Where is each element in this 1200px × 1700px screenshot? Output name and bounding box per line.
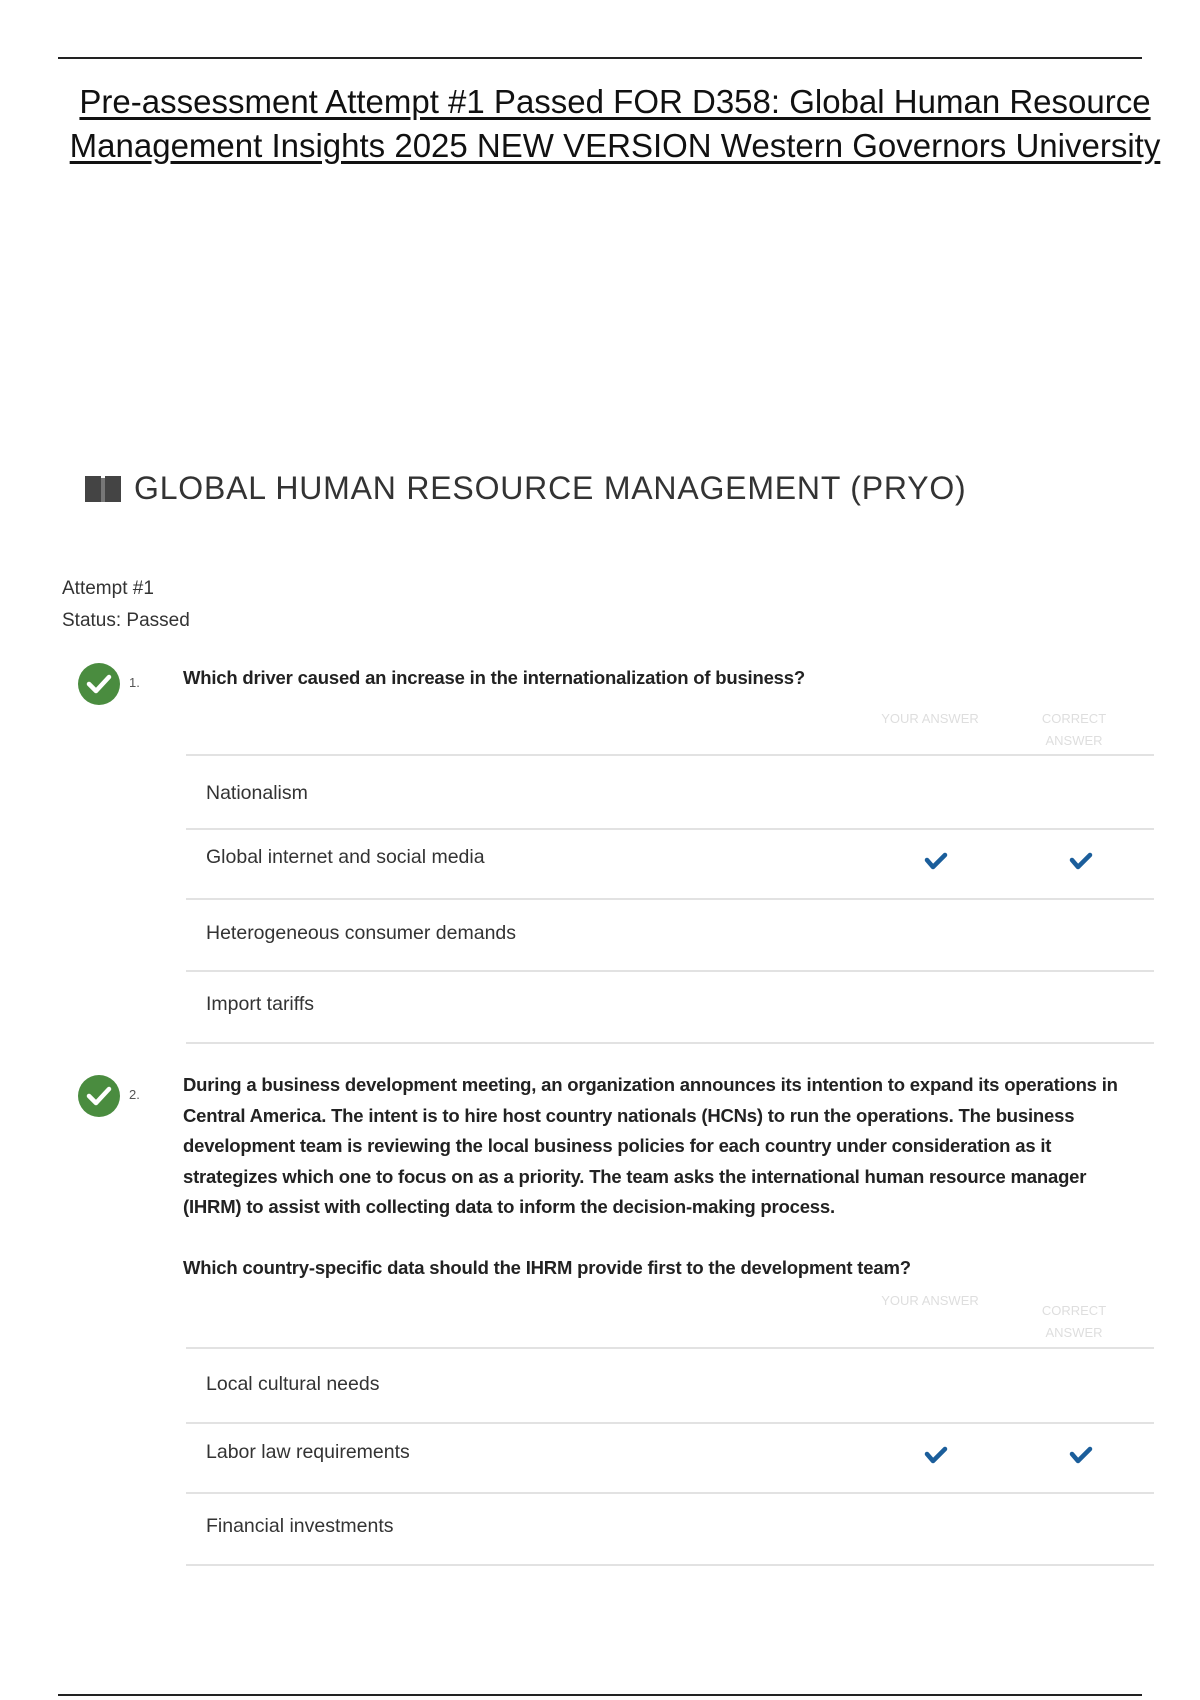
correct-answer-check-icon: [1068, 1445, 1094, 1465]
your-answer-header: YOUR ANSWER: [881, 711, 979, 726]
answer-option: [186, 970, 1154, 1042]
answer-text: Global internet and social media: [206, 846, 485, 868]
answer-option: [186, 1422, 1154, 1492]
answer-option: [186, 898, 1154, 970]
correct-check-icon: [78, 663, 120, 705]
answer-list-divider: [186, 1564, 1154, 1566]
answer-list: [186, 754, 1154, 1044]
attempt-status: Status: Passed: [62, 610, 190, 631]
your-answer-check-icon: [923, 1445, 949, 1465]
question-stem: During a business development meeting, an organization announces its intention to expand its operations in Central America. The intent is to hire host country nationals (HCNs) to run the operations. The business development team is reviewing the local business policies for each country under consideration as it strategizes which one to focus on as a priority. The team asks the international human resource manager (IHRM) to assist with collecting data to inform the decision-making process.: [183, 1074, 1118, 1217]
course-title: GLOBAL HUMAN RESOURCE MANAGEMENT (PRYO): [134, 470, 967, 506]
answer-text: Local cultural needs: [206, 1373, 380, 1395]
attempt-label: Attempt #1: [62, 578, 154, 599]
attempt-info: [62, 573, 190, 637]
bottom-rule: [58, 1694, 1142, 1696]
correct-answer-check-icon: [1068, 851, 1094, 871]
book-icon: [84, 474, 122, 504]
question-1: [78, 663, 1158, 1043]
correct-check-icon: [78, 1075, 120, 1117]
answer-text: Import tariffs: [206, 993, 315, 1015]
answer-list: [186, 1347, 1154, 1566]
question-stem: Which driver caused an increase in the internationalization of business?: [183, 667, 805, 688]
your-answer-check-icon: [923, 851, 949, 871]
course-heading: [84, 470, 967, 507]
question-prompt: Which country-specific data should the IHRM provide first to the development team?: [183, 1257, 911, 1278]
answer-text: Heterogeneous consumer demands: [206, 922, 517, 944]
correct-answer-header: CORRECT ANSWER: [1041, 1303, 1107, 1340]
answer-text: Nationalism: [206, 782, 308, 804]
your-answer-header: YOUR ANSWER: [881, 1293, 979, 1308]
answer-option: [186, 828, 1154, 898]
top-rule: [58, 57, 1142, 59]
answer-option: [186, 1492, 1154, 1564]
document-title: Pre-assessment Attempt #1 Passed FOR D358: Global Human Resource Management Insights 2025 NEW VERSION Western Governors University: [69, 83, 1161, 164]
answer-option: [186, 754, 1154, 828]
answer-list-divider: [186, 1042, 1154, 1044]
answer-option: [186, 1347, 1154, 1422]
answer-text: Labor law requirements: [206, 1441, 410, 1463]
question-2: [78, 1075, 1158, 1575]
answer-text: Financial investments: [206, 1515, 394, 1537]
question-number: 2.: [129, 1087, 140, 1102]
correct-answer-header: CORRECT ANSWER: [1041, 711, 1107, 748]
question-number: 1.: [129, 675, 140, 690]
